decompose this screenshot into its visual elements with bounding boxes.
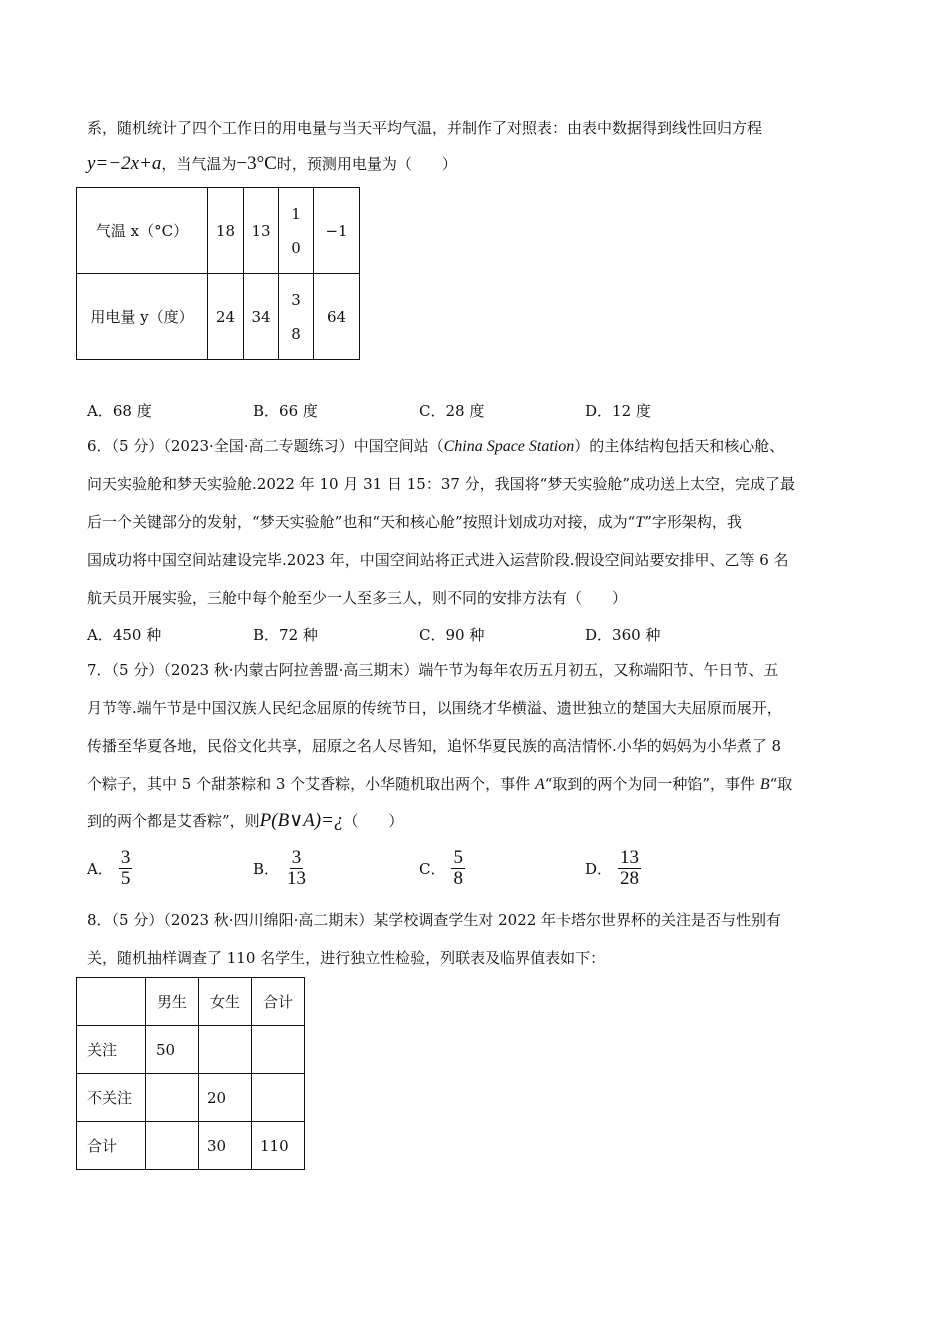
option-label: A．	[87, 860, 113, 878]
table-cell: 关注	[77, 1026, 146, 1074]
table-cell	[252, 1074, 305, 1122]
option-b[interactable]: B．66 度	[253, 402, 318, 420]
option-a[interactable]: A．68 度	[87, 402, 152, 420]
q6-line2: 问天实验舱和梦天实验舱.2022 年 10 月 31 日 15：37 分，我国将“梦天实验舱”成功送上太空，完成了最	[87, 475, 796, 493]
table-cell: 18	[208, 188, 244, 274]
q6-line5: 航天员开展实验，三舱中每个舱至少一人至多三人，则不同的安排方法有（ ）	[87, 589, 628, 607]
option-c[interactable]: C．90 种	[419, 626, 485, 644]
table-cell: −1	[314, 188, 360, 274]
numerator: 3	[291, 847, 302, 868]
q6-options	[87, 624, 751, 645]
temperature-value: −3°C	[236, 153, 277, 174]
q5-line2-mid: ，当气温为	[161, 155, 237, 173]
table-header-cell	[77, 978, 146, 1026]
q6-line4: 国成功将中国空间站建设完毕.2023 年，中国空间站将正式进入运营阶段.假设空间站要安排甲、乙等 6 名	[87, 551, 789, 569]
q6-line1-a: 6．（5 分）（2023·全国·高二专题练习）中国空间站（	[87, 437, 444, 455]
q7-line2: 月节等.端午节是中国汉族人民纪念屈原的传统节日，以围绕才华横溢、遗世独立的楚国大夫屈原而展开，	[87, 699, 782, 717]
q7-line4	[87, 774, 792, 795]
q6-line3	[87, 512, 742, 533]
table-cell: 20	[199, 1074, 252, 1122]
q8-line2: 关，随机抽样调查了 110 名学生，进行独立性检验，列联表及临界值表如下：	[87, 949, 606, 967]
q6-line1	[87, 436, 784, 457]
table-cell: 34	[244, 274, 279, 360]
q7-line5-b: （ ）	[343, 812, 404, 830]
option-b[interactable]	[253, 848, 419, 889]
event-a: A	[534, 776, 545, 793]
contingency-table	[76, 977, 305, 1170]
q6-station-name: China Space Station	[443, 438, 575, 455]
table-cell	[252, 1026, 305, 1074]
table-cell: 13	[244, 188, 279, 274]
option-b[interactable]: B．72 种	[253, 626, 318, 644]
q7-line4-c: “取	[769, 775, 793, 793]
denominator: 8	[453, 868, 463, 889]
fraction	[119, 848, 133, 889]
q6-line3-b: ”字形架构，我	[644, 513, 742, 531]
table-row	[77, 1074, 305, 1122]
table-cell: 3 8	[279, 274, 314, 360]
q5-options	[87, 400, 751, 421]
table-cell: 50	[146, 1026, 199, 1074]
table-cell: 110	[252, 1122, 305, 1170]
option-label: D．	[585, 860, 613, 878]
q5-line2-end: 时，预测用电量为（ ）	[276, 155, 457, 173]
table-cell: 30	[199, 1122, 252, 1170]
event-b: B	[759, 776, 770, 793]
table-cell	[146, 1074, 199, 1122]
q5-text-line1: 系，随机统计了四个工作日的用电量与当天平均气温，并制作了对照表：由表中数据得到线性回归方程	[87, 119, 763, 137]
denominator: 28	[620, 868, 640, 889]
q7-line4-a: 个粽子，其中 5 个甜茶粽和 3 个艾香粽，小华随机取出两个，事件	[87, 775, 535, 793]
q7-line3: 传播至华夏各地，民俗文化共享，屈原之名人尽皆知，追怀华夏民族的高洁情怀.小华的妈妈为小华煮了 8	[87, 737, 782, 755]
fraction	[618, 848, 641, 889]
table-row-label: 用电量 y（度）	[77, 274, 208, 360]
q7-line5	[87, 811, 403, 831]
q6-line3-t: T	[635, 514, 645, 531]
table-header-cell: 合计	[252, 978, 305, 1026]
q6-line1-b: ）的主体结构包括天和核心舱、	[574, 437, 785, 455]
option-a[interactable]: A．450 种	[87, 626, 162, 644]
option-label: B．	[253, 860, 280, 878]
fraction	[451, 848, 465, 889]
option-c[interactable]	[419, 848, 585, 889]
option-d[interactable]: D．12 度	[585, 402, 651, 420]
denominator: 5	[120, 868, 131, 889]
option-d[interactable]	[585, 848, 751, 889]
regression-equation: y=−2x+a	[87, 153, 162, 174]
table-header-cell: 女生	[199, 978, 252, 1026]
q7-line5-a: 到的两个都是艾香粽”，则	[87, 812, 260, 830]
q5-text-line2	[87, 154, 457, 174]
option-d[interactable]: D．360 种	[585, 626, 661, 644]
table-cell: 合计	[77, 1122, 146, 1170]
numerator: 13	[620, 847, 640, 868]
fraction	[285, 848, 308, 889]
table-row	[77, 1026, 305, 1074]
option-a[interactable]	[87, 848, 253, 889]
numerator: 3	[120, 847, 131, 868]
table-cell	[146, 1122, 199, 1170]
q7-line1: 7．（5 分）（2023 秋·内蒙古阿拉善盟·高三期末）端午节为每年农历五月初五，又称端阳节、午日节、五	[87, 661, 779, 679]
table-cell	[199, 1026, 252, 1074]
denominator: 13	[287, 868, 307, 889]
table-cell: 1 0	[279, 188, 314, 274]
q7-line4-b: “取到的两个为同一种馅”，事件	[544, 775, 760, 793]
table-cell: 64	[314, 274, 360, 360]
table-header-cell: 男生	[146, 978, 199, 1026]
q6-line3-a: 后一个关键部分的发射，“梦天实验舱”也和“天和核心舱”按照计划成功对接，成为“	[87, 513, 636, 531]
temperature-power-table	[76, 187, 360, 360]
table-row-label: 气温 x（°C）	[77, 188, 208, 274]
q8-line1: 8．（5 分）（2023 秋·四川绵阳·高二期末）某学校调查学生对 2022 年卡塔尔世界杯的关注是否与性别有	[87, 911, 782, 929]
table-row	[77, 1122, 305, 1170]
probability-expression: P(B∨A)=¿	[259, 810, 344, 831]
option-c[interactable]: C．28 度	[419, 402, 485, 420]
table-cell: 24	[208, 274, 244, 360]
numerator: 5	[453, 847, 463, 868]
option-label: C．	[419, 860, 446, 878]
table-cell: 不关注	[77, 1074, 146, 1122]
q7-options	[87, 848, 751, 889]
